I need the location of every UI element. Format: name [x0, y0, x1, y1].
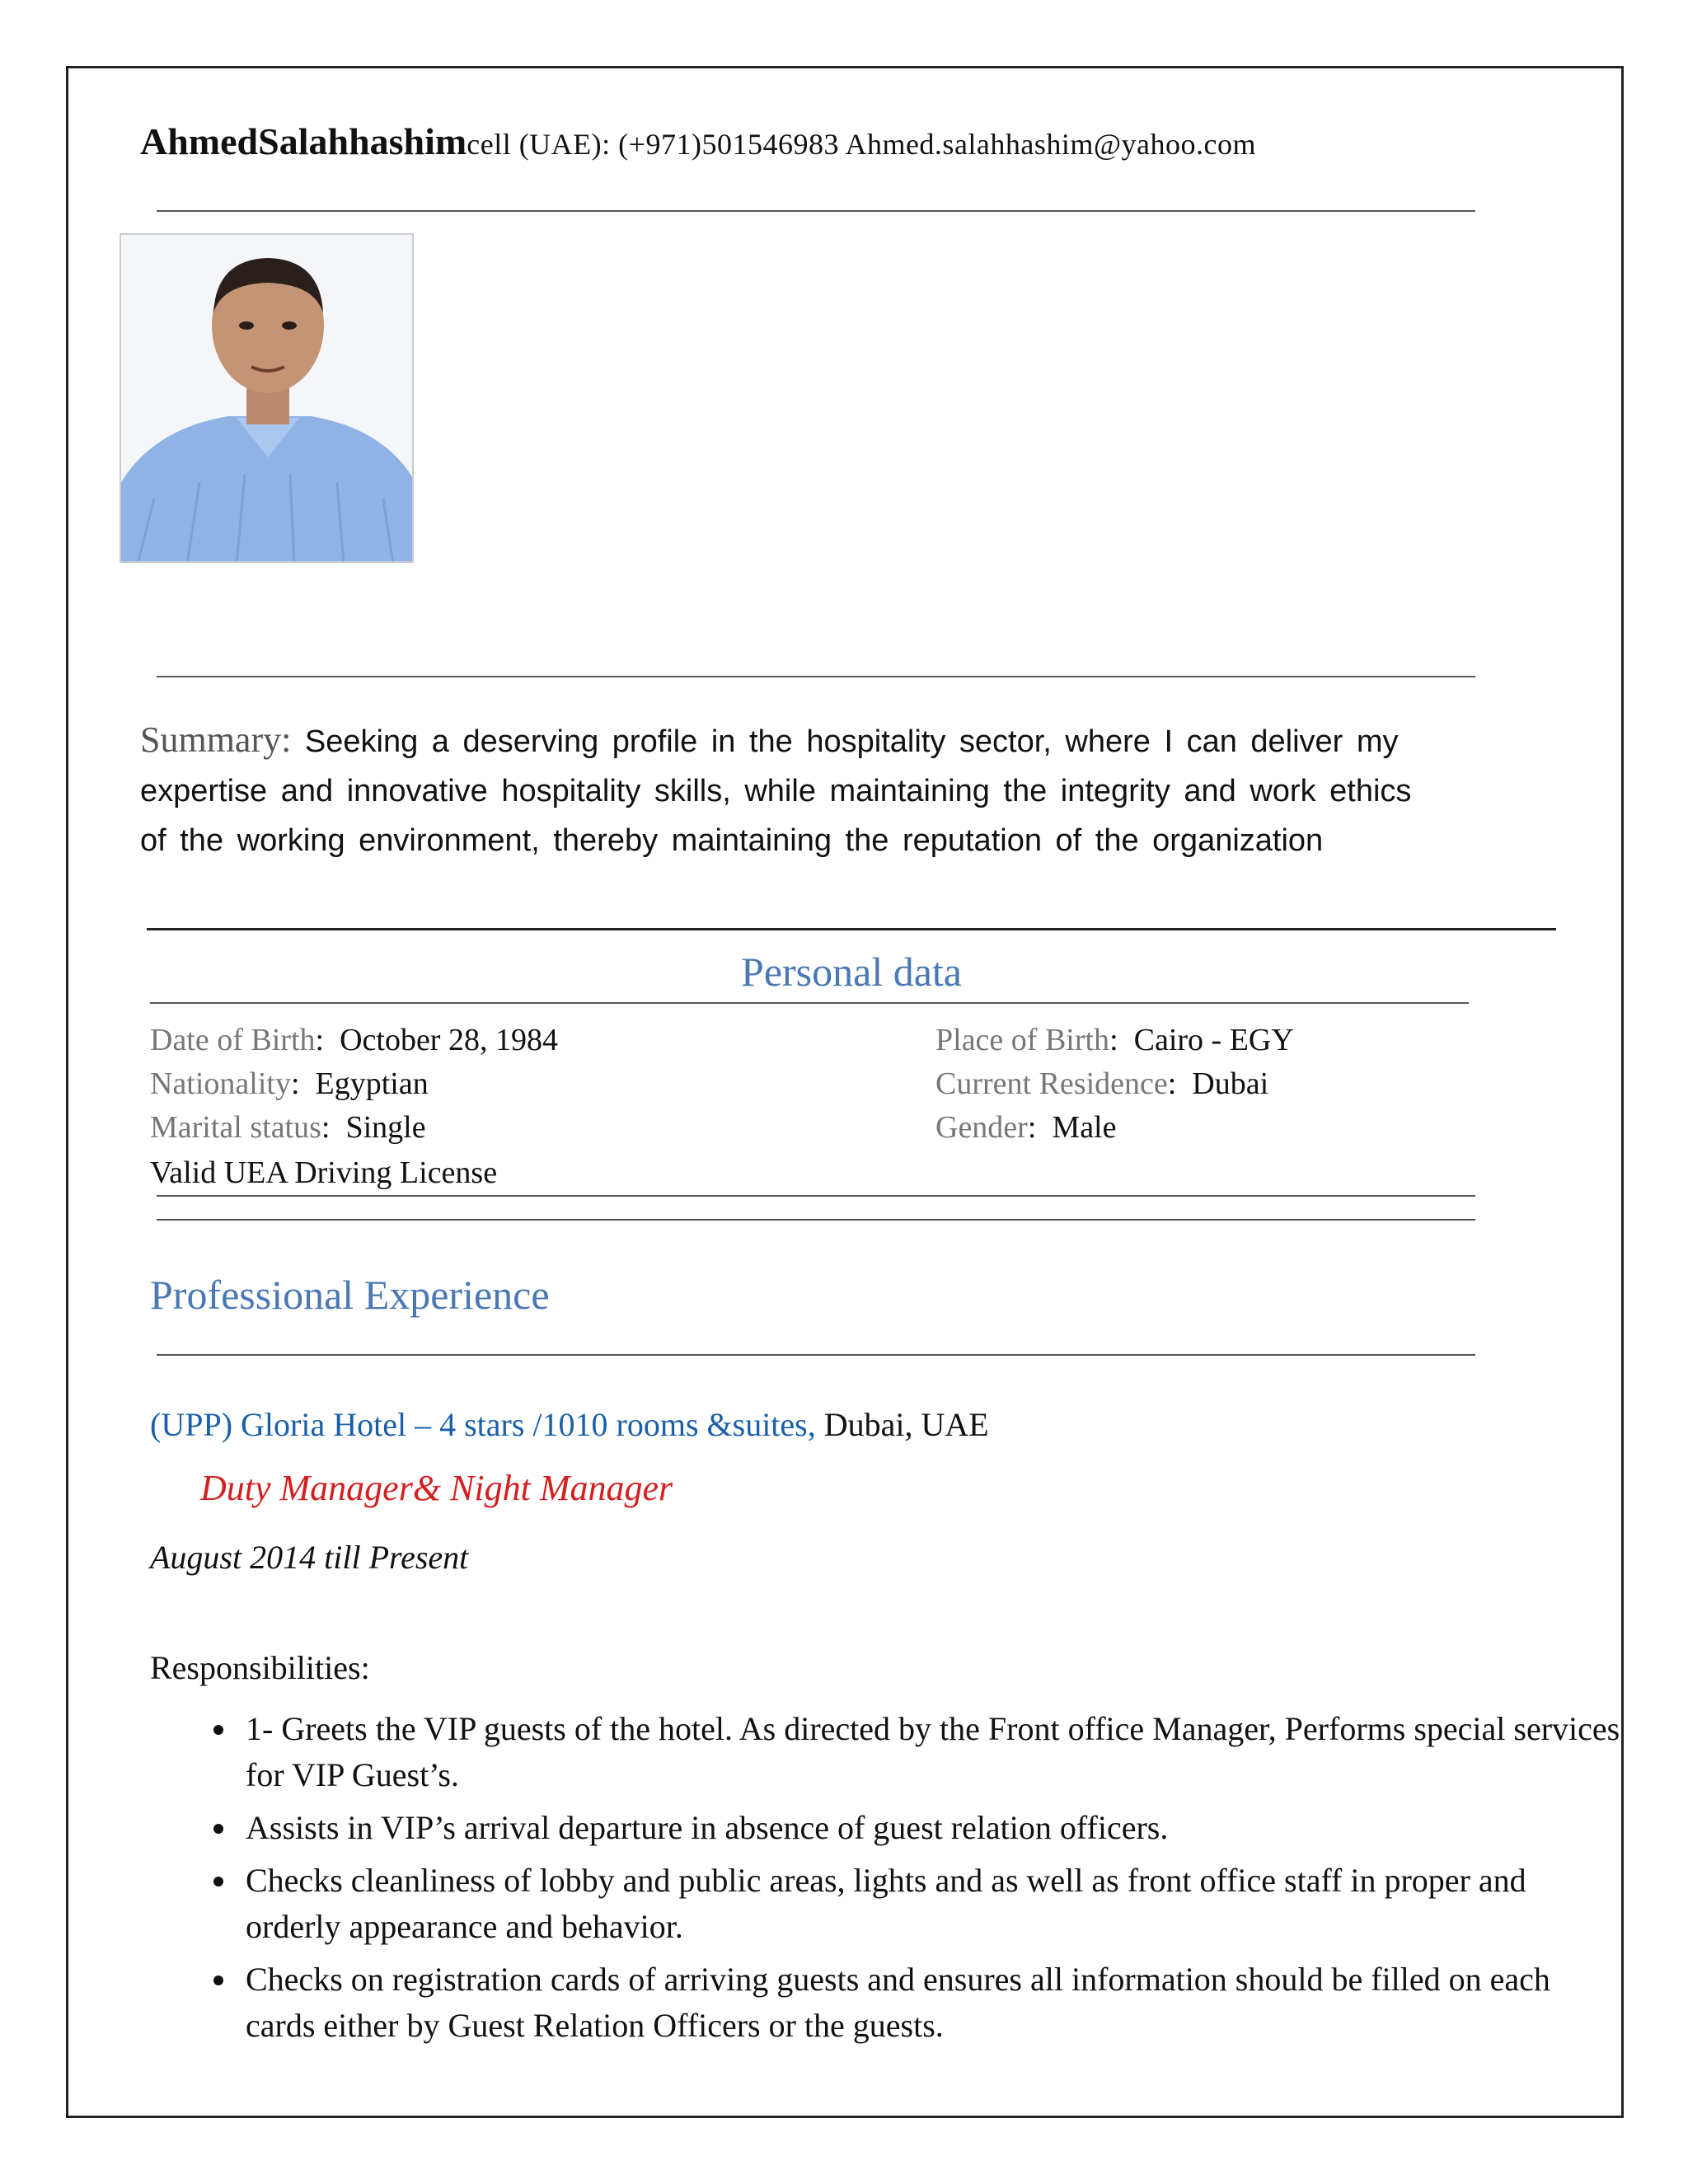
divider: [147, 928, 1556, 930]
pob-field: Place of Birth: Cairo - EGY: [935, 1023, 1294, 1057]
divider: [157, 1354, 1475, 1356]
dob-value: October 28, 1984: [340, 1023, 558, 1057]
responsibilities-list: [173, 1706, 1624, 2055]
experience-title: Professional Experience: [150, 1272, 550, 1318]
marital-label: Marital status: [150, 1110, 321, 1145]
summary-line: expertise and innovative hospitality skills, while maintaining the integrity and work ethics: [140, 774, 1412, 808]
divider: [157, 1219, 1475, 1221]
divider: [157, 676, 1475, 677]
dob-field: Date of Birth: October 28, 1984: [150, 1023, 558, 1057]
job-dates: August 2014 till Present: [150, 1539, 469, 1576]
marital-value: Single: [345, 1110, 426, 1145]
gender-label: Gender: [935, 1110, 1028, 1145]
summary-line: Seeking a deserving profile in the hospitality sector, where I can deliver my: [304, 724, 1399, 759]
summary-label: Summary:: [140, 719, 292, 760]
residence-value: Dubai: [1192, 1066, 1269, 1101]
personal-data-title: Personal data: [741, 949, 962, 995]
driving-license: Valid UEA Driving License: [150, 1155, 498, 1190]
list-item: • 1- Greets the VIP guests of the hotel. As directed by the Front office Manager, Performs special services for VIP Guest’s.: [239, 1706, 1624, 1798]
contact-info: cell (UAE): (+971)501546983 Ahmed.salahhashim@yahoo.com: [467, 128, 1257, 161]
nationality-field: Nationality: Egyptian: [150, 1066, 429, 1101]
job-role: Duty Manager& Night Manager: [200, 1468, 673, 1508]
candidate-name: AhmedSalahhashim: [140, 120, 467, 162]
job-header: [150, 1405, 989, 1444]
hotel-name: (UPP) Gloria Hotel – 4 stars /1010 rooms &suites,: [150, 1406, 816, 1443]
list-item: • Checks cleanliness of lobby and public areas, lights and as well as front office staff in proper and orderly appearance and behavior.: [239, 1858, 1624, 1950]
list-item: • Assists in VIP’s arrival departure in absence of guest relation officers.: [239, 1805, 1624, 1851]
gender-field: Gender: Male: [935, 1110, 1117, 1145]
pob-value: Cairo - EGY: [1133, 1023, 1294, 1057]
list-item: • Checks on registration cards of arriving guests and ensures all information should be filled on each cards either by Guest Relation Officers or the guests.: [239, 1957, 1624, 2049]
residence-label: Current Residence: [935, 1066, 1168, 1101]
divider: [150, 1002, 1469, 1004]
dob-label: Date of Birth: [150, 1023, 316, 1057]
summary-line: of the working environment, thereby maintaining the reputation of the organization: [140, 823, 1324, 858]
job-location: Dubai, UAE: [823, 1406, 989, 1443]
profile-photo: [120, 233, 414, 563]
header: [140, 120, 1256, 163]
divider: [157, 1195, 1475, 1197]
responsibilities-label: Responsibilities:: [150, 1649, 370, 1686]
residence-field: Current Residence: Dubai: [935, 1066, 1269, 1101]
gender-value: Male: [1052, 1110, 1117, 1145]
summary-section: [140, 715, 1558, 865]
nationality-value: Egyptian: [315, 1066, 429, 1101]
nationality-label: Nationality: [150, 1066, 291, 1101]
pob-label: Place of Birth: [935, 1023, 1110, 1057]
marital-field: Marital status: Single: [150, 1110, 426, 1145]
divider: [157, 210, 1475, 212]
